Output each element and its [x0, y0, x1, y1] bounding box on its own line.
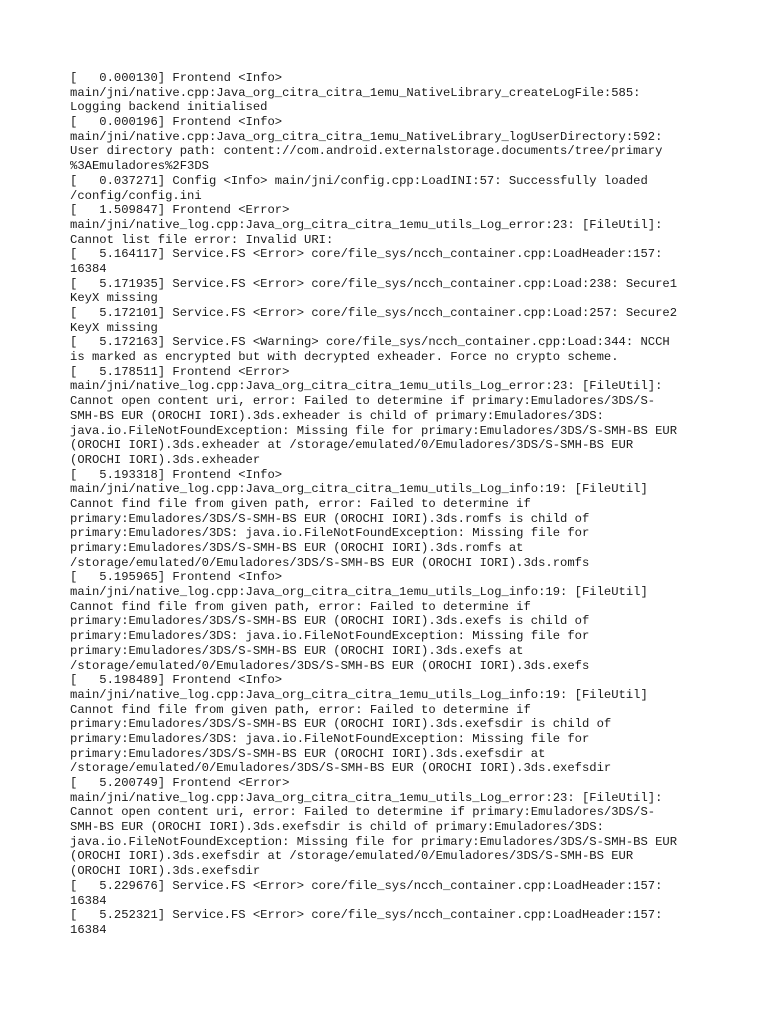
log-line: 16384 [70, 261, 107, 276]
log-line: SMH-BS EUR (OROCHI IORI).3ds.exefsdir is child of primary:Emuladores/3DS: [70, 820, 604, 835]
log-line: %3AEmuladores%2F3DS [70, 159, 209, 174]
log-line: main/jni/native_log.cpp:Java_org_citra_citra_1emu_utils_Log_info:19: [FileUtil] [70, 482, 648, 497]
log-line: Cannot find file from given path, error: Failed to determine if [70, 599, 531, 614]
log-line: Cannot find file from given path, error: Failed to determine if [70, 702, 531, 717]
log-line: /storage/emulated/0/Emuladores/3DS/S-SMH-BS EUR (OROCHI IORI).3ds.romfs [70, 555, 590, 570]
log-line: Cannot list file error: Invalid URI: [70, 232, 334, 247]
log-line: SMH-BS EUR (OROCHI IORI).3ds.exheader is child of primary:Emuladores/3DS: [70, 408, 604, 423]
log-line: primary:Emuladores/3DS/S-SMH-BS EUR (OROCHI IORI).3ds.romfs is child of [70, 511, 590, 526]
log-line: [ 5.229676] Service.FS <Error> core/file_sys/ncch_container.cpp:LoadHeader:157: [70, 878, 663, 893]
log-line: primary:Emuladores/3DS: java.io.FileNotFoundException: Missing file for [70, 629, 590, 644]
log-line: [ 5.171935] Service.FS <Error> core/file_sys/ncch_container.cpp:Load:238: Secure1 [70, 276, 678, 291]
log-line: [ 1.509847] Frontend <Error> [70, 203, 290, 218]
log-line: [ 5.198489] Frontend <Info> [70, 673, 283, 688]
log-line: (OROCHI IORI).3ds.exheader at /storage/emulated/0/Emuladores/3DS/S-SMH-BS EUR [70, 438, 634, 453]
log-line: main/jni/native.cpp:Java_org_citra_citra_1emu_NativeLibrary_createLogFile:585: [70, 85, 641, 100]
log-line: [ 0.037271] Config <Info> main/jni/config.cpp:LoadINI:57: Successfully loaded [70, 173, 648, 188]
log-line: [ 5.178511] Frontend <Error> [70, 364, 290, 379]
log-line: primary:Emuladores/3DS/S-SMH-BS EUR (OROCHI IORI).3ds.romfs at [70, 541, 524, 555]
log-line: primary:Emuladores/3DS/S-SMH-BS EUR (OROCHI IORI).3ds.exefsdir is child of [70, 717, 612, 732]
log-line: main/jni/native_log.cpp:Java_org_citra_citra_1emu_utils_Log_error:23: [FileUtil]: [70, 217, 663, 232]
log-line: java.io.FileNotFoundException: Missing file for primary:Emuladores/3DS/S-SMH-BS EUR [70, 423, 678, 438]
log-line: [ 5.193318] Frontend <Info> [70, 467, 283, 482]
log-line: main/jni/native.cpp:Java_org_citra_citra_1emu_NativeLibrary_logUserDirectory:592: [70, 129, 663, 144]
log-line: Cannot open content uri, error: Failed to determine if primary:Emuladores/3DS/S- [70, 805, 656, 820]
log-line: User directory path: content://com.android.externalstorage.documents/tree/primary [70, 144, 663, 159]
log-line: is marked as encrypted but with decrypted exheader. Force no crypto scheme. [70, 350, 619, 365]
log-line: Cannot find file from given path, error: Failed to determine if [70, 496, 531, 511]
log-line: [ 0.000130] Frontend <Info> [70, 71, 283, 85]
log-line: primary:Emuladores/3DS: java.io.FileNotFoundException: Missing file for [70, 526, 590, 541]
log-line: KeyX missing [70, 291, 158, 306]
log-line: primary:Emuladores/3DS/S-SMH-BS EUR (OROCHI IORI).3ds.exefs is child of [70, 614, 590, 629]
log-line: [ 5.172163] Service.FS <Warning> core/file_sys/ncch_container.cpp:Load:344: NCCH [70, 335, 670, 350]
log-line: [ 5.200749] Frontend <Error> [70, 776, 290, 790]
log-line: [ 5.172101] Service.FS <Error> core/file_sys/ncch_container.cpp:Load:257: Secure2 [70, 306, 678, 320]
log-line: primary:Emuladores/3DS/S-SMH-BS EUR (OROCHI IORI).3ds.exefs at [70, 643, 524, 658]
log-line: Cannot open content uri, error: Failed to determine if primary:Emuladores/3DS/S- [70, 394, 656, 409]
log-line: main/jni/native_log.cpp:Java_org_citra_citra_1emu_utils_Log_error:23: [FileUtil]: [70, 379, 663, 394]
log-line: KeyX missing [70, 320, 158, 335]
log-line: main/jni/native_log.cpp:Java_org_citra_citra_1emu_utils_Log_info:19: [FileUtil] [70, 687, 648, 702]
log-line: Logging backend initialised [70, 100, 268, 115]
log-line: /storage/emulated/0/Emuladores/3DS/S-SMH-BS EUR (OROCHI IORI).3ds.exefs [70, 658, 590, 673]
log-line: [ 0.000196] Frontend <Info> [70, 115, 283, 130]
log-line: /storage/emulated/0/Emuladores/3DS/S-SMH-BS EUR (OROCHI IORI).3ds.exefsdir [70, 761, 612, 776]
log-line: main/jni/native_log.cpp:Java_org_citra_citra_1emu_utils_Log_info:19: [FileUtil] [70, 585, 648, 600]
log-line: 16384 [70, 922, 107, 937]
log-line: primary:Emuladores/3DS/S-SMH-BS EUR (OROCHI IORI).3ds.exefsdir at [70, 746, 546, 761]
log-line: primary:Emuladores/3DS: java.io.FileNotFoundException: Missing file for [70, 731, 590, 746]
log-text-block [70, 71, 730, 938]
log-line: (OROCHI IORI).3ds.exheader [70, 452, 261, 467]
log-line: (OROCHI IORI).3ds.exefsdir at /storage/emulated/0/Emuladores/3DS/S-SMH-BS EUR [70, 849, 634, 864]
log-line: [ 5.164117] Service.FS <Error> core/file_sys/ncch_container.cpp:LoadHeader:157: [70, 247, 663, 262]
log-line: /config/config.ini [70, 188, 202, 203]
log-line: main/jni/native_log.cpp:Java_org_citra_citra_1emu_utils_Log_error:23: [FileUtil]: [70, 790, 663, 805]
log-line: (OROCHI IORI).3ds.exefsdir [70, 864, 261, 879]
log-line: [ 5.252321] Service.FS <Error> core/file_sys/ncch_container.cpp:LoadHeader:157: [70, 908, 663, 923]
log-line: [ 5.195965] Frontend <Info> [70, 570, 283, 585]
log-line: 16384 [70, 893, 107, 908]
log-line: java.io.FileNotFoundException: Missing file for primary:Emuladores/3DS/S-SMH-BS EUR [70, 834, 678, 849]
